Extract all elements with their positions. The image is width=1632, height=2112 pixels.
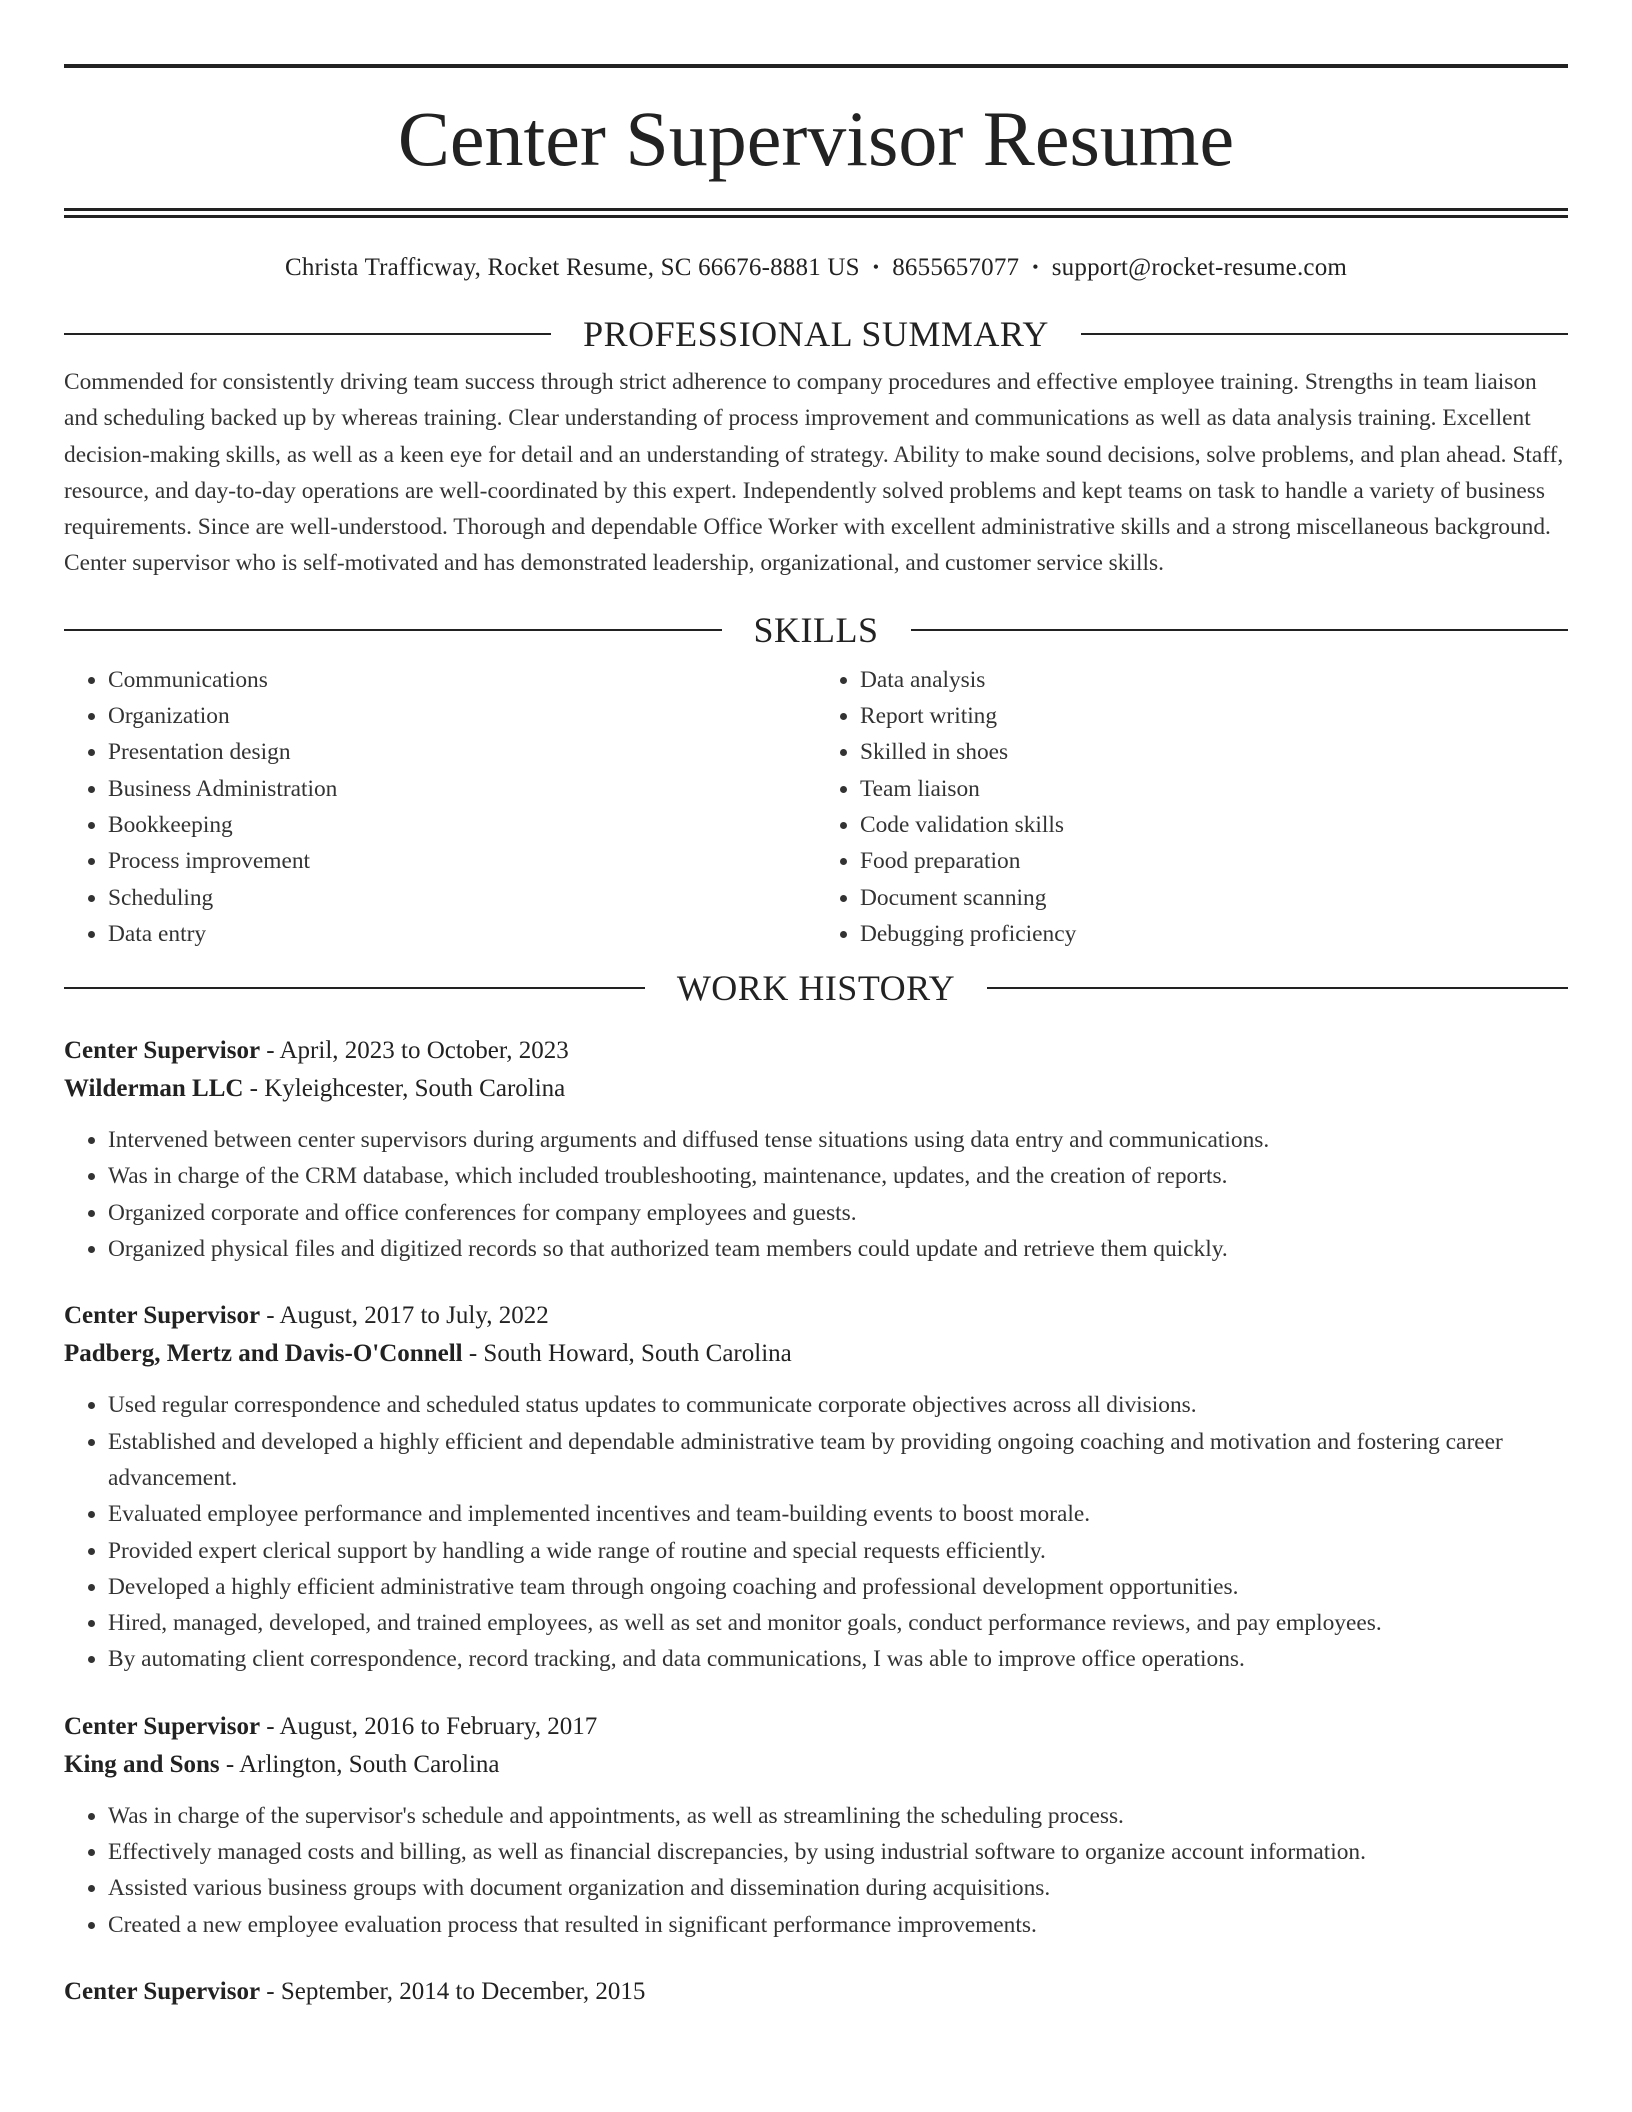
job-dates: - September, 2014 to December, 2015: [260, 1977, 646, 2005]
job-title-line: [64, 1708, 1568, 1746]
job-title-line: [64, 1032, 1568, 1070]
heading-rule: [911, 629, 1569, 631]
job-bullet: • By automating client correspondence, record tracking, and data communications, I was able to improve office operations.: [108, 1641, 1568, 1677]
double-rule: [64, 208, 1568, 218]
skill-item: • Process improvement: [108, 843, 816, 879]
job-bullets: [64, 1387, 1568, 1677]
job-entry: [64, 1973, 1568, 2011]
job-bullet: • Effectively managed costs and billing, as well as financial discrepancies, by using industrial software to organize account information.: [108, 1834, 1568, 1870]
job-company: King and Sons: [64, 1750, 220, 1778]
job-title-line: [64, 1297, 1568, 1335]
job-entry: [64, 1708, 1568, 1943]
heading-rule: [987, 987, 1568, 989]
summary-text: Commended for consistently driving team success through strict adherence to company procedures and effective employee training. Strengths in team liaison and scheduling backed up by whereas training. Clear understanding of process improvement and communications as well as data analysis training. Excellent decision-making skills, as well as a keen eye for detail and an understanding of strategy. Ability to make sound decisions, solve problems, and plan ahead. Staff, resource, and day-to-day operations are well-coordinated by this expert. Independently solved problems and kept teams on task to handle a variety of business requirements. Since are well-understood. Thorough and dependable Office Worker with excellent administrative skills and a strong miscellaneous background. Center supervisor who is self-motivated and has demonstrated leadership, organizational, and customer service skills.: [64, 369, 1564, 577]
skill-item: • Team liaison: [860, 771, 1568, 807]
skill-item: • Organization: [108, 698, 816, 734]
skill-item: • Document scanning: [860, 880, 1568, 916]
job-bullet: • Created a new employee evaluation process that resulted in significant performance improvements.: [108, 1907, 1568, 1943]
skill-item: • Data entry: [108, 916, 816, 952]
contact-address: Christa Trafficway, Rocket Resume, SC 66676-8881 US: [284, 254, 860, 281]
job-dates: - April, 2023 to October, 2023: [260, 1037, 569, 1065]
skills-heading: [64, 609, 1568, 650]
job-bullets: [64, 1122, 1568, 1267]
skill-item: • Code validation skills: [860, 807, 1568, 843]
job-bullet: • Was in charge of the supervisor's schedule and appointments, as well as streamlining the scheduling process.: [108, 1798, 1568, 1834]
job-company: Padberg, Mertz and Davis-O'Connell: [64, 1340, 463, 1368]
skill-item: • Debugging proficiency: [860, 916, 1568, 952]
job-title: Center Supervisor: [64, 1977, 261, 2005]
job-bullet: • Organized physical files and digitized records so that authorized team members could update and retrieve them quickly.: [108, 1231, 1568, 1267]
job-bullet: • Was in charge of the CRM database, which included troubleshooting, maintenance, updates, and the creation of reports.: [108, 1158, 1568, 1194]
job-location: - Kyleighcester, South Carolina: [243, 1075, 566, 1103]
skill-item: • Data analysis: [860, 662, 1568, 698]
skill-item: • Scheduling: [108, 880, 816, 916]
heading-rule: [64, 629, 722, 631]
contact-separator: •: [872, 257, 880, 277]
contact-line: [64, 254, 1568, 282]
job-location: - Arlington, South Carolina: [219, 1750, 500, 1778]
skills-list-left: [64, 662, 816, 952]
job-title: Center Supervisor: [64, 1037, 261, 1065]
job-bullet: • Established and developed a highly efficient and dependable administrative team by providing ongoing coaching and motivation and fostering career advancement.: [108, 1424, 1568, 1497]
contact-email: support@rocket-resume.com: [1051, 254, 1348, 281]
skills-heading-label: SKILLS: [753, 609, 879, 650]
heading-rule: [64, 987, 645, 989]
job-bullet: • Hired, managed, developed, and trained employees, as well as set and monitor goals, conduct performance reviews, and pay employees.: [108, 1605, 1568, 1641]
job-bullet: • Evaluated employee performance and implemented incentives and team-building events to boost morale.: [108, 1496, 1568, 1532]
skill-item: • Skilled in shoes: [860, 734, 1568, 770]
skills-grid: [64, 662, 1568, 952]
skills-list-right: [816, 662, 1568, 952]
contact-separator: •: [1032, 257, 1039, 277]
job-bullet: • Intervened between center supervisors during arguments and diffused tense situations using data entry and communications.: [108, 1122, 1568, 1158]
job-bullet: • Provided expert clerical support by handling a wide range of routine and special requests efficiently.: [108, 1533, 1568, 1569]
job-bullet: • Organized corporate and office conferences for company employees and guests.: [108, 1195, 1568, 1231]
skill-item: • Bookkeeping: [108, 807, 816, 843]
summary-heading-label: PROFESSIONAL SUMMARY: [583, 314, 1049, 354]
job-title-line: [64, 1973, 1568, 2011]
skill-item: • Report writing: [860, 698, 1568, 734]
job-dates: - August, 2016 to February, 2017: [260, 1712, 598, 1740]
job-bullets: [64, 1798, 1568, 1943]
job-entry: [64, 1032, 1568, 1267]
job-entry: [64, 1297, 1568, 1677]
skill-item: • Communications: [108, 662, 816, 698]
job-bullet: • Developed a highly efficient administrative team through ongoing coaching and professional development opportunities.: [108, 1569, 1568, 1605]
contact-phone: 8655657077: [892, 254, 1020, 281]
resume-title: Center Supervisor Resume: [397, 95, 1235, 182]
job-company: Wilderman LLC: [64, 1075, 244, 1103]
summary-heading: [64, 316, 1568, 352]
heading-rule: [1081, 333, 1568, 335]
job-dates: - August, 2017 to July, 2022: [260, 1302, 549, 1330]
top-rule: [64, 64, 1568, 68]
work-heading-label: WORK HISTORY: [676, 968, 956, 1009]
skill-item: • Food preparation: [860, 843, 1568, 879]
job-title: Center Supervisor: [64, 1712, 261, 1740]
heading-rule: [64, 333, 551, 335]
job-title: Center Supervisor: [64, 1302, 261, 1330]
job-location: - South Howard, South Carolina: [462, 1340, 792, 1368]
job-company-line: [64, 1070, 1568, 1108]
skill-item: • Business Administration: [108, 771, 816, 807]
work-heading: [64, 968, 1568, 1009]
job-bullet: • Assisted various business groups with document organization and dissemination during acquisitions.: [108, 1870, 1568, 1906]
job-company-line: [64, 1746, 1568, 1784]
skill-item: • Presentation design: [108, 734, 816, 770]
job-company-line: [64, 1335, 1568, 1373]
job-bullet: • Used regular correspondence and scheduled status updates to communicate corporate objectives across all divisions.: [108, 1387, 1568, 1423]
